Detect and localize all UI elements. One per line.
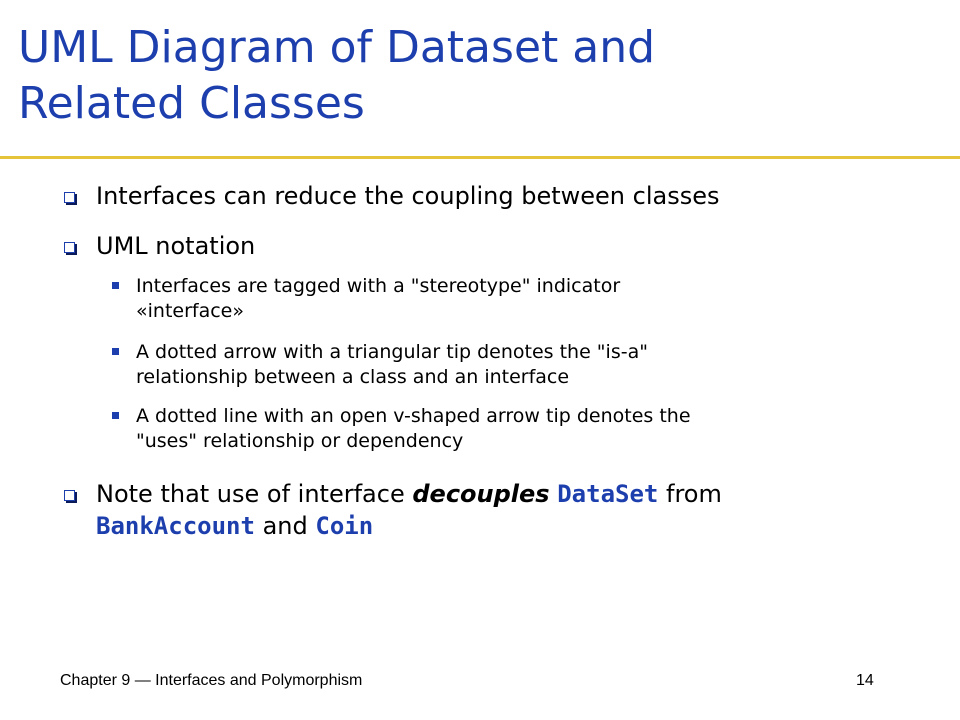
bullet-line-2 xyxy=(96,510,916,542)
filled-square-bullet-icon xyxy=(112,412,119,419)
filled-square-bullet-icon xyxy=(112,282,119,289)
sub-bullet-text xyxy=(136,274,896,324)
sub-bullet-text xyxy=(136,340,896,390)
sub-bullet-line: relationship between a class and an interface xyxy=(136,366,570,388)
footer-page-number: 14 xyxy=(856,672,874,689)
sub-bullet-line: «interface» xyxy=(136,300,244,322)
sub-bullet-line: A dotted arrow with a triangular tip denotes the "is-a" xyxy=(136,341,648,363)
slide-title-line-1: UML Diagram of Dataset and xyxy=(18,22,656,73)
bullet-text xyxy=(96,478,916,542)
square-bullet-icon xyxy=(64,192,75,203)
bullet-text-part: from xyxy=(658,480,722,508)
filled-square-bullet-icon xyxy=(112,348,119,355)
square-bullet-icon xyxy=(64,242,75,253)
bullet-text-part: Note that use of interface xyxy=(96,480,413,508)
footer-chapter: Chapter 9 — Interfaces and Polymorphism xyxy=(60,672,363,689)
slide-title-line-2: Related Classes xyxy=(18,78,365,129)
code-dataset: DataSet xyxy=(557,480,659,508)
code-coin: Coin xyxy=(315,512,374,540)
bullet-text: UML notation xyxy=(96,232,256,260)
bullet-text-part: and xyxy=(254,512,316,540)
square-bullet-icon xyxy=(64,490,75,501)
bullet-line-1 xyxy=(96,478,916,510)
sub-bullet-text xyxy=(136,404,896,454)
bullet-text: Interfaces can reduce the coupling between classes xyxy=(96,182,720,210)
sub-bullet-line: "uses" relationship or dependency xyxy=(136,430,464,452)
sub-bullet-line: A dotted line with an open v-shaped arrow tip denotes the xyxy=(136,405,691,427)
emphasis-text: decouples xyxy=(412,480,550,508)
code-bankaccount: BankAccount xyxy=(96,512,255,540)
sub-bullet-line: Interfaces are tagged with a "stereotype" indicator xyxy=(136,275,621,297)
